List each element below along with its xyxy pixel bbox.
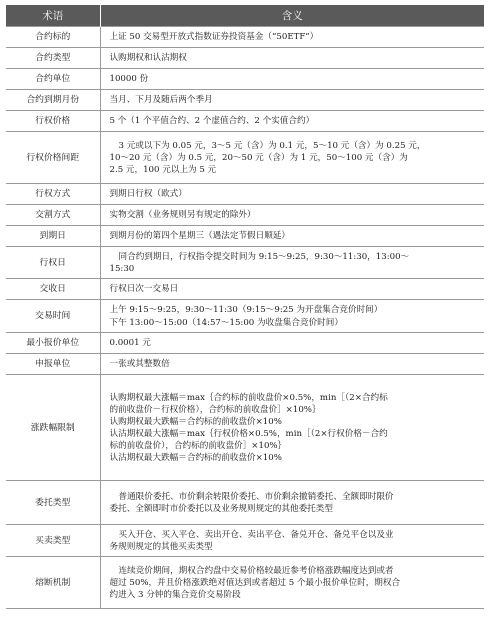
definition-cell [100, 354, 484, 375]
definition-cell [100, 247, 484, 279]
term-cell: 涨跌幅限制 [6, 375, 100, 481]
definition-line: 的前收盘价－行权价格），合约标的前收盘价］×10%｝ [109, 404, 321, 415]
table-row [6, 333, 484, 354]
term-cell: 行权方式 [6, 184, 100, 205]
definition-cell [100, 557, 484, 609]
table-body [6, 27, 484, 609]
term-cell: 合约到期月份 [6, 90, 100, 111]
definition-line: 0.0001 元 [109, 338, 151, 349]
definition-cell [100, 205, 484, 226]
definition-line: 认沽期权最大涨幅＝max｛行权价格×0.5%，min［（2×行权价格－合约 [109, 429, 388, 439]
table-row [6, 111, 484, 132]
definition-line: 到期日行权（欧式） [109, 189, 187, 200]
term-cell: 合约单位 [6, 69, 100, 90]
definition-line: 15:30 [109, 264, 135, 274]
contract-spec-table [6, 5, 484, 609]
term-cell: 最小报价单位 [6, 333, 100, 354]
term-cell: 申报单位 [6, 354, 100, 375]
definition-cell [100, 226, 484, 247]
term-cell: 合约类型 [6, 48, 100, 69]
table-row [6, 90, 484, 111]
table-row [6, 184, 484, 205]
table-row [6, 69, 484, 90]
term-cell: 委托类型 [6, 481, 100, 525]
definition-line: 务规则规定的其他买卖类型 [109, 542, 213, 552]
definition-line: 标的前收盘价），合约标的前收盘价］×10%｝ [109, 441, 287, 452]
table-row [6, 354, 484, 375]
definition-cell [100, 90, 484, 111]
table-row [6, 300, 484, 333]
definition-line: 买入开仓、买入平仓、卖出开仓、卖出平仓、备兑开仓、备兑平仓以及业 [118, 529, 394, 540]
term-cell: 买卖类型 [6, 525, 100, 557]
definition-line: 当月、下月及随后两个季月 [109, 95, 213, 106]
term-cell: 行权日 [6, 247, 100, 279]
definition-cell [100, 375, 484, 481]
definition-line: 同合约到期日，行权指令提交时间为 9:15～9:25，9:30～11:30，13:00～ [118, 251, 410, 262]
definition-cell [100, 481, 484, 525]
definition-line: 连续竞价期间，期权合约盘中交易价格较最近参考价格涨跌幅度达到或者 [118, 565, 394, 576]
definition-line: 下午 13:00～15:00（14:57～15:00 为收盘集合竞价时间） [109, 317, 343, 328]
definition-line: 约进入 3 分钟的集合竞价交易阶段 [109, 590, 241, 601]
definition-cell [100, 184, 484, 205]
definition-cell [100, 132, 484, 184]
definition-line: 到期月份的第四个星期三（遇法定节假日顺延） [109, 231, 290, 242]
definition-line: 委托、全额即时市价委托以及业务规则规定的其他委托类型 [109, 504, 333, 514]
term-cell: 行权价格 [6, 111, 100, 132]
contract-spec-table-container [6, 5, 484, 609]
table-row [6, 48, 484, 69]
definition-line: 认购期权最大跌幅＝合约标的前收盘价×10% [109, 416, 282, 427]
definition-cell [100, 48, 484, 69]
table-row [6, 226, 484, 247]
table-row [6, 481, 484, 525]
definition-line: 行权日次一交易日 [109, 284, 179, 295]
table-row [6, 557, 484, 609]
definition-line: 认购期权最大涨幅＝max｛合约标的前收盘价×0.5%，min［（2×合约标 [109, 392, 388, 403]
table-row [6, 279, 484, 300]
definition-cell [100, 525, 484, 557]
definition-line: 实物交割（业务规则另有规定的除外） [109, 210, 256, 221]
definition-line: 3 元或以下为 0.05 元，3～5 元（含）为 0.1 元，5～10 元（含）为 0.25 元， [118, 140, 426, 151]
table-row [6, 247, 484, 279]
term-cell: 交易时间 [6, 300, 100, 333]
definition-line: 一张或其整数倍 [109, 359, 170, 370]
definition-line: 认沽期权最大跌幅＝合约标的前收盘价×10% [109, 453, 282, 464]
definition-line: 普通限价委托、市价剩余转限价委托、市价剩余撤销委托、全额即时限价 [118, 491, 394, 502]
definition-cell [100, 27, 484, 48]
definition-line: 10～20 元（含）为 0.5 元，20～50 元（含）为 1 元，50～100 元（含）为 [109, 152, 408, 163]
term-cell: 行权价格间距 [6, 132, 100, 184]
definition-cell [100, 111, 484, 132]
term-cell: 交收日 [6, 279, 100, 300]
term-cell: 到期日 [6, 226, 100, 247]
term-cell: 合约标的 [6, 27, 100, 48]
term-cell: 熔断机制 [6, 557, 100, 609]
definition-cell [100, 279, 484, 300]
definition-line: 认购期权和认沽期权 [109, 53, 187, 64]
definition-cell [100, 333, 484, 354]
definition-line: 超过 50%，并且价格涨跌绝对值达到或者超过 5 个最小报价单位时，期权合 [109, 577, 401, 588]
table-row [6, 27, 484, 48]
term-column-header: 术语 [6, 5, 100, 27]
definition-line: 上证 50 交易型开放式指数证券投资基金（“50ETF”） [109, 32, 319, 43]
definition-cell [100, 300, 484, 333]
definition-line: 上午 9:15～9:25，9:30～11:30（9:15～9:25 为开盘集合竞价时间） [109, 305, 383, 316]
table-row [6, 525, 484, 557]
meaning-column-header: 含义 [100, 5, 484, 27]
table-row [6, 132, 484, 184]
definition-line: 10000 份 [109, 74, 149, 85]
table-header-row [6, 5, 484, 27]
definition-line: 5 个（1 个平值合约、2 个虚值合约、2 个实值合约） [109, 116, 315, 127]
definition-cell [100, 69, 484, 90]
definition-line: 2.5 元，100 元以上为 5 元 [109, 165, 217, 176]
table-row [6, 375, 484, 481]
table-row [6, 205, 484, 226]
term-cell: 交割方式 [6, 205, 100, 226]
